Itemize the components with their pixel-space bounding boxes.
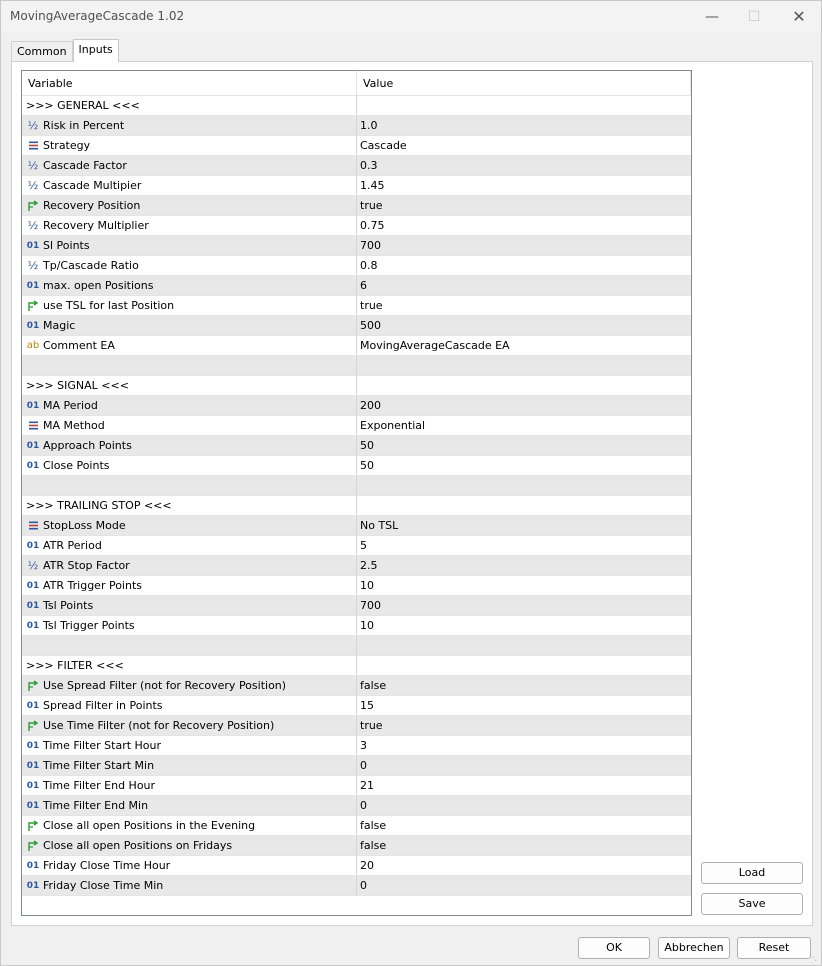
int-icon: 01	[26, 401, 40, 411]
variable-label: Friday Close Time Min	[43, 879, 164, 892]
value-cell[interactable]: 500	[360, 319, 381, 332]
resize-grip-icon[interactable]: ⋱	[809, 953, 817, 962]
int-icon: 01	[26, 861, 40, 871]
value-cell[interactable]: 21	[360, 779, 374, 792]
variable-label: >>> GENERAL <<<	[26, 99, 140, 112]
value-cell[interactable]: 10	[360, 579, 374, 592]
int-icon: 01	[26, 461, 40, 471]
int-icon: 01	[26, 581, 40, 591]
table-row[interactable]	[22, 776, 691, 796]
value-cell[interactable]	[357, 496, 691, 516]
variable-cell	[22, 816, 357, 836]
table-row[interactable]	[22, 676, 691, 696]
column-header-variable[interactable]: Variable	[22, 71, 357, 96]
reset-button[interactable]: Reset	[737, 937, 811, 959]
table-row[interactable]	[22, 656, 691, 676]
variable-label: MA Method	[43, 419, 105, 432]
value-cell[interactable]: false	[360, 839, 387, 852]
variable-label: Strategy	[43, 139, 91, 152]
variable-label: Tp/Cascade Ratio	[43, 259, 139, 272]
int-icon: 01	[26, 621, 40, 631]
int-icon: 01	[26, 541, 40, 551]
variable-label: Cascade Multipier	[43, 179, 142, 192]
table-row[interactable]	[22, 596, 691, 616]
table-row[interactable]	[22, 316, 691, 336]
int-icon: 01	[26, 241, 40, 251]
table-row[interactable]	[22, 156, 691, 176]
variable-cell	[22, 576, 357, 596]
variable-cell	[22, 196, 357, 216]
variable-label: Sl Points	[43, 239, 90, 252]
table-row[interactable]	[22, 196, 691, 216]
double-icon: ½	[27, 119, 39, 132]
value-cell[interactable]	[357, 376, 691, 396]
table-row[interactable]	[22, 616, 691, 636]
inputs-panel	[11, 61, 813, 926]
variable-cell	[22, 536, 357, 556]
variable-cell	[22, 436, 357, 456]
variable-label: Close all open Positions on Fridays	[43, 839, 233, 852]
int-icon: 01	[26, 281, 40, 291]
variable-label: use TSL for last Position	[43, 299, 175, 312]
variable-cell	[22, 96, 357, 116]
double-icon: ½	[27, 179, 39, 192]
close-icon[interactable]: ✕	[792, 7, 806, 26]
variable-cell	[22, 516, 357, 536]
value-cell[interactable]: 0.3	[360, 159, 378, 172]
bool-icon	[26, 836, 40, 856]
table-row[interactable]	[22, 796, 691, 816]
int-icon: 01	[26, 881, 40, 891]
value-cell[interactable]: MovingAverageCascade EA	[360, 339, 510, 352]
variable-cell	[22, 596, 357, 616]
table-row[interactable]	[22, 696, 691, 716]
ok-button[interactable]: OK	[578, 937, 650, 959]
variable-label: Close all open Positions in the Evening	[43, 819, 256, 832]
variable-cell	[22, 116, 357, 136]
variable-cell	[22, 716, 357, 736]
value-cell[interactable]: 50	[360, 459, 374, 472]
table-row[interactable]	[22, 396, 691, 416]
variable-label: Recovery Position	[43, 199, 141, 212]
tab-strip	[11, 40, 119, 62]
variable-label: Tsl Points	[43, 599, 94, 612]
value-cell[interactable]: true	[360, 299, 383, 312]
variable-label: Approach Points	[43, 439, 132, 452]
int-icon: 01	[26, 441, 40, 451]
value-cell[interactable]: 0.75	[360, 219, 385, 232]
variable-label: Time Filter End Hour	[43, 779, 156, 792]
table-row[interactable]	[22, 556, 691, 576]
table-row[interactable]	[22, 296, 691, 316]
variable-cell	[22, 176, 357, 196]
int-icon: 01	[26, 601, 40, 611]
variable-cell	[22, 616, 357, 636]
variable-label: >>> SIGNAL <<<	[26, 379, 129, 392]
value-cell[interactable]: 0	[360, 799, 367, 812]
variable-cell	[22, 776, 357, 796]
variable-label: Recovery Multiplier	[43, 219, 149, 232]
table-row[interactable]	[22, 176, 691, 196]
variable-label: Cascade Factor	[43, 159, 127, 172]
variable-cell	[22, 316, 357, 336]
value-cell[interactable]: 0	[360, 879, 367, 892]
variable-cell	[22, 856, 357, 876]
table-row[interactable]	[22, 96, 691, 116]
table-row[interactable]	[22, 376, 691, 396]
bool-icon	[26, 196, 40, 216]
bool-icon	[26, 676, 40, 696]
double-icon: ½	[27, 559, 39, 572]
value-cell[interactable]: 200	[360, 399, 381, 412]
table-row[interactable]	[22, 356, 691, 376]
variable-label: Friday Close Time Hour	[43, 859, 171, 872]
variable-label: >>> FILTER <<<	[26, 659, 124, 672]
variable-label: Use Time Filter (not for Recovery Position)	[43, 719, 275, 732]
table-row[interactable]	[22, 736, 691, 756]
value-cell[interactable]: 6	[360, 279, 367, 292]
variable-label: Magic	[43, 319, 76, 332]
value-cell[interactable]	[357, 636, 691, 656]
variable-cell	[22, 736, 357, 756]
value-cell[interactable]	[357, 96, 691, 116]
row-divider	[22, 895, 691, 896]
variable-label: max. open Positions	[43, 279, 154, 292]
bool-icon	[26, 296, 40, 316]
value-cell[interactable]: true	[360, 199, 383, 212]
value-cell[interactable]: 0.8	[360, 259, 378, 272]
variable-cell	[22, 676, 357, 696]
table-row[interactable]	[22, 136, 691, 156]
variable-label: MA Period	[43, 399, 98, 412]
int-icon: 01	[26, 321, 40, 331]
variable-cell	[22, 396, 357, 416]
value-cell[interactable]: false	[360, 819, 387, 832]
minimize-icon[interactable]: —	[705, 8, 719, 25]
table-row[interactable]	[22, 856, 691, 876]
inputs-grid	[21, 70, 692, 916]
value-cell[interactable]: 2.5	[360, 559, 378, 572]
variable-cell	[22, 336, 357, 356]
table-row[interactable]	[22, 456, 691, 476]
table-row[interactable]	[22, 336, 691, 356]
double-icon: ½	[27, 259, 39, 272]
table-row[interactable]	[22, 236, 691, 256]
variable-label: ATR Stop Factor	[43, 559, 130, 572]
int-icon: 01	[26, 781, 40, 791]
enum-icon	[26, 416, 40, 436]
variable-cell	[22, 216, 357, 236]
variable-label: ATR Trigger Points	[43, 579, 143, 592]
variable-cell	[22, 636, 357, 656]
value-cell[interactable]: 5	[360, 539, 367, 552]
enum-icon	[26, 136, 40, 156]
variable-label: Time Filter Start Min	[43, 759, 155, 772]
variable-cell	[22, 136, 357, 156]
value-cell[interactable]: 700	[360, 599, 381, 612]
variable-cell	[22, 376, 357, 396]
table-row[interactable]	[22, 116, 691, 136]
grid-header	[22, 71, 691, 96]
value-cell[interactable]: false	[360, 679, 387, 692]
tab-common[interactable]: Common	[11, 41, 73, 62]
variable-cell	[22, 796, 357, 816]
variable-label: Time Filter Start Hour	[43, 739, 162, 752]
table-row[interactable]	[22, 576, 691, 596]
double-icon: ½	[27, 219, 39, 232]
value-cell[interactable]: No TSL	[360, 519, 399, 532]
tab-inputs[interactable]: Inputs	[73, 39, 119, 62]
table-row[interactable]	[22, 716, 691, 736]
variable-label: Spread Filter in Points	[43, 699, 163, 712]
table-row[interactable]	[22, 276, 691, 296]
table-row[interactable]	[22, 536, 691, 556]
variable-cell	[22, 556, 357, 576]
table-row[interactable]	[22, 756, 691, 776]
variable-cell	[22, 296, 357, 316]
int-icon: 01	[26, 741, 40, 751]
variable-label: Comment EA	[43, 339, 115, 352]
variable-cell	[22, 456, 357, 476]
variable-label: ATR Period	[43, 539, 102, 552]
bool-icon	[26, 816, 40, 836]
maximize-icon: ☐	[747, 8, 761, 25]
value-cell[interactable]: 0	[360, 759, 367, 772]
value-cell[interactable]: true	[360, 719, 383, 732]
int-icon: 01	[26, 701, 40, 711]
value-cell[interactable]: 20	[360, 859, 374, 872]
variable-cell	[22, 476, 357, 496]
variable-cell	[22, 756, 357, 776]
variable-label: Close Points	[43, 459, 110, 472]
variable-cell	[22, 876, 357, 896]
variable-cell	[22, 356, 357, 376]
value-cell[interactable]: 15	[360, 699, 374, 712]
table-row[interactable]	[22, 216, 691, 236]
table-row[interactable]	[22, 256, 691, 276]
column-header-value[interactable]: Value	[357, 71, 691, 96]
table-row[interactable]	[22, 436, 691, 456]
int-icon: 01	[26, 801, 40, 811]
variable-label: Time Filter End Min	[43, 799, 149, 812]
load-button[interactable]: Load	[701, 862, 803, 884]
value-cell[interactable]: Exponential	[360, 419, 426, 432]
table-row[interactable]	[22, 816, 691, 836]
value-cell[interactable]: 1.45	[360, 179, 385, 192]
value-cell[interactable]: 700	[360, 239, 381, 252]
value-cell[interactable]: 3	[360, 739, 367, 752]
table-row[interactable]	[22, 636, 691, 656]
window-title: MovingAverageCascade 1.02	[10, 9, 185, 23]
table-row[interactable]	[22, 496, 691, 516]
save-button[interactable]: Save	[701, 893, 803, 915]
int-icon: 01	[26, 761, 40, 771]
variable-cell	[22, 496, 357, 516]
table-row[interactable]	[22, 876, 691, 896]
value-cell[interactable]	[357, 656, 691, 676]
value-cell[interactable]	[357, 476, 691, 496]
table-row[interactable]	[22, 476, 691, 496]
value-cell[interactable]: 10	[360, 619, 374, 632]
variable-label: Use Spread Filter (not for Recovery Position)	[43, 679, 287, 692]
variable-cell	[22, 656, 357, 676]
title-bar	[1, 1, 821, 32]
variable-cell	[22, 236, 357, 256]
table-row[interactable]	[22, 836, 691, 856]
value-cell[interactable]: 1.0	[360, 119, 378, 132]
value-cell[interactable]	[357, 356, 691, 376]
variable-cell	[22, 156, 357, 176]
variable-cell	[22, 276, 357, 296]
grid-body	[22, 96, 691, 896]
variable-label: Risk in Percent	[43, 119, 125, 132]
variable-label: >>> TRAILING STOP <<<	[26, 499, 172, 512]
value-cell[interactable]: 50	[360, 439, 374, 452]
table-row[interactable]	[22, 516, 691, 536]
cancel-button[interactable]: Abbrechen	[658, 937, 730, 959]
enum-icon	[26, 516, 40, 536]
variable-cell	[22, 256, 357, 276]
table-row[interactable]	[22, 416, 691, 436]
variable-label: Tsl Trigger Points	[43, 619, 135, 632]
variable-cell	[22, 416, 357, 436]
string-icon: ab	[26, 340, 40, 351]
value-cell[interactable]: Cascade	[360, 139, 407, 152]
variable-label: StopLoss Mode	[43, 519, 126, 532]
double-icon: ½	[27, 159, 39, 172]
bool-icon	[26, 716, 40, 736]
variable-cell	[22, 836, 357, 856]
variable-cell	[22, 696, 357, 716]
